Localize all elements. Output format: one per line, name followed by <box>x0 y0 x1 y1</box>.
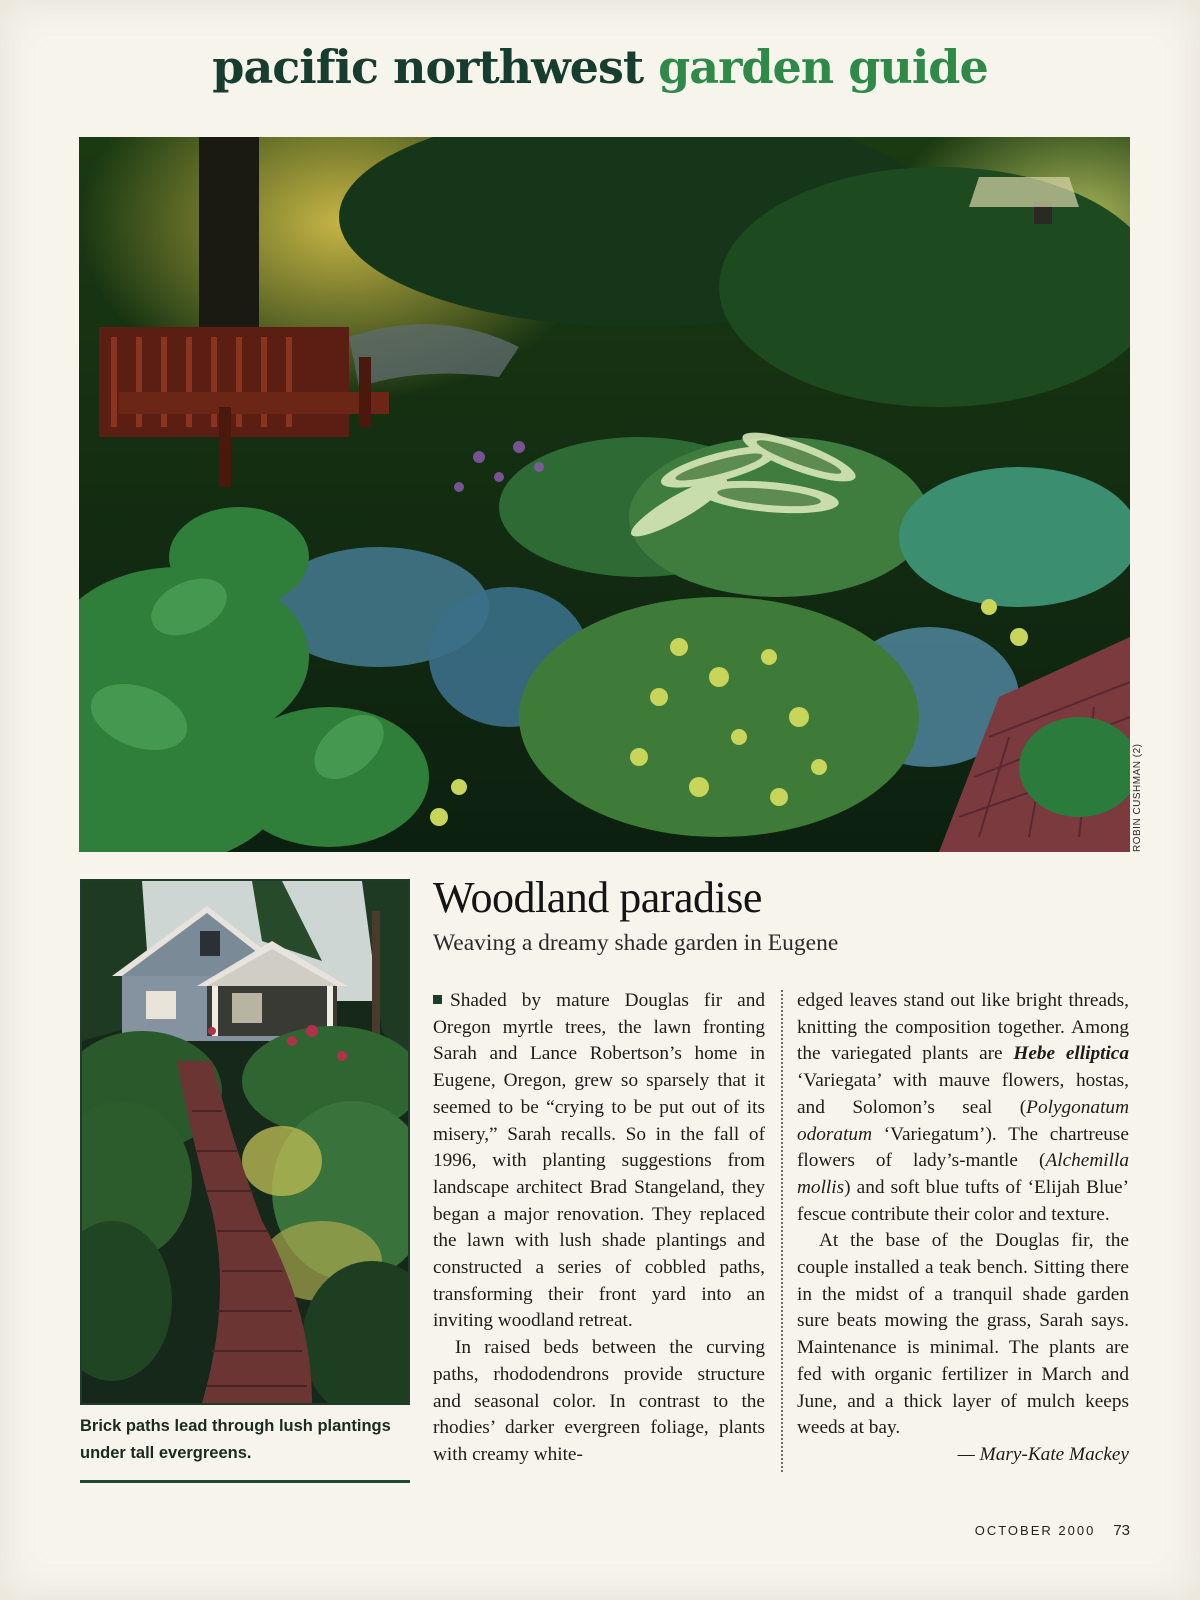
section-header <box>0 40 1200 94</box>
hero-photo-garden <box>79 137 1130 852</box>
column-divider <box>781 990 783 1472</box>
author-byline: — Mary-Kate Mackey <box>957 1443 1129 1465</box>
page-footer <box>0 1522 1130 1539</box>
plant-name-alchemilla: Alchemilla mollis <box>797 1150 1129 1198</box>
paragraph-3 <box>797 988 1129 1228</box>
article-column-1 <box>433 988 765 1469</box>
hero-photo-illustration <box>79 137 1130 852</box>
paragraph-3-text-c: ‘Variegatum’). The chartreuse flowers of lady’s-mantle ( <box>797 1123 1129 1172</box>
paragraph-1-text: Shaded by mature Douglas fir and Oregon myrtle trees, the lawn fronting Sarah and Lance Robertson’s home in Eugene, Oregon, grew so sparsely that it seemed to be “crying to be put out of its misery,” Sarah recalls. So in the fall of 1996, with planting suggestions from landscape architect Brad Stangeland, they began a major renovation. They replaced the lawn with lush shade plantings and constructed a series of cobbled paths, transforming their front yard into an inviting woodland retreat. <box>433 990 765 1332</box>
paragraph-3-text-b: ‘Variegata’ with mauve flowers, hostas, and Solomon’s seal ( <box>797 1070 1129 1118</box>
article-subtitle: Weaving a dreamy shade garden in Eugene <box>433 930 839 956</box>
plant-name-hebe: Hebe elliptica <box>1013 1043 1130 1065</box>
page-number: 73 <box>1113 1522 1130 1539</box>
article-column-2 <box>797 988 1129 1469</box>
inset-photo-house <box>80 879 410 1405</box>
article-title: Woodland paradise <box>433 873 762 922</box>
header-title-dark: pacific northwest <box>212 40 644 94</box>
header-title-green: garden guide <box>658 40 988 94</box>
plant-name-polygonatum: Polygonatum odoratum <box>797 1096 1129 1145</box>
paragraph-3-text-d: ) and soft blue tufts of ‘Elijah Blue’ fescue contribute their color and texture. <box>797 1176 1129 1225</box>
paragraph-1 <box>433 988 765 1335</box>
inset-photo-illustration <box>82 881 408 1403</box>
paragraph-3-text-a: edged leaves stand out like bright threads, knitting the composition together. Among the variegated plants are <box>797 990 1129 1065</box>
paragraph-4: At the base of the Douglas fir, the couple installed a teak bench. Sitting there in the midst of a tranquil shade garden sure beats mowing the grass, Sarah says. Maintenance is minimal. The plants are fed with organic fertilizer in March and June, and a thick layer of mulch keeps weeds at bay. <box>797 1230 1129 1439</box>
issue-date: OCTOBER 2000 <box>974 1523 1096 1538</box>
paragraph-2: In raised beds between the curving paths, rhododendrons provide structure and seasonal color. In contrast to the rhodies’ darker evergreen foliage, plants with creamy white- <box>433 1337 765 1465</box>
photo-credit: ROBIN CUSHMAN (2) <box>1132 743 1143 852</box>
bullet-marker <box>433 995 442 1004</box>
caption-rule <box>80 1480 410 1483</box>
inset-caption: Brick paths lead through lush plantings under tall evergreens. <box>80 1417 391 1462</box>
